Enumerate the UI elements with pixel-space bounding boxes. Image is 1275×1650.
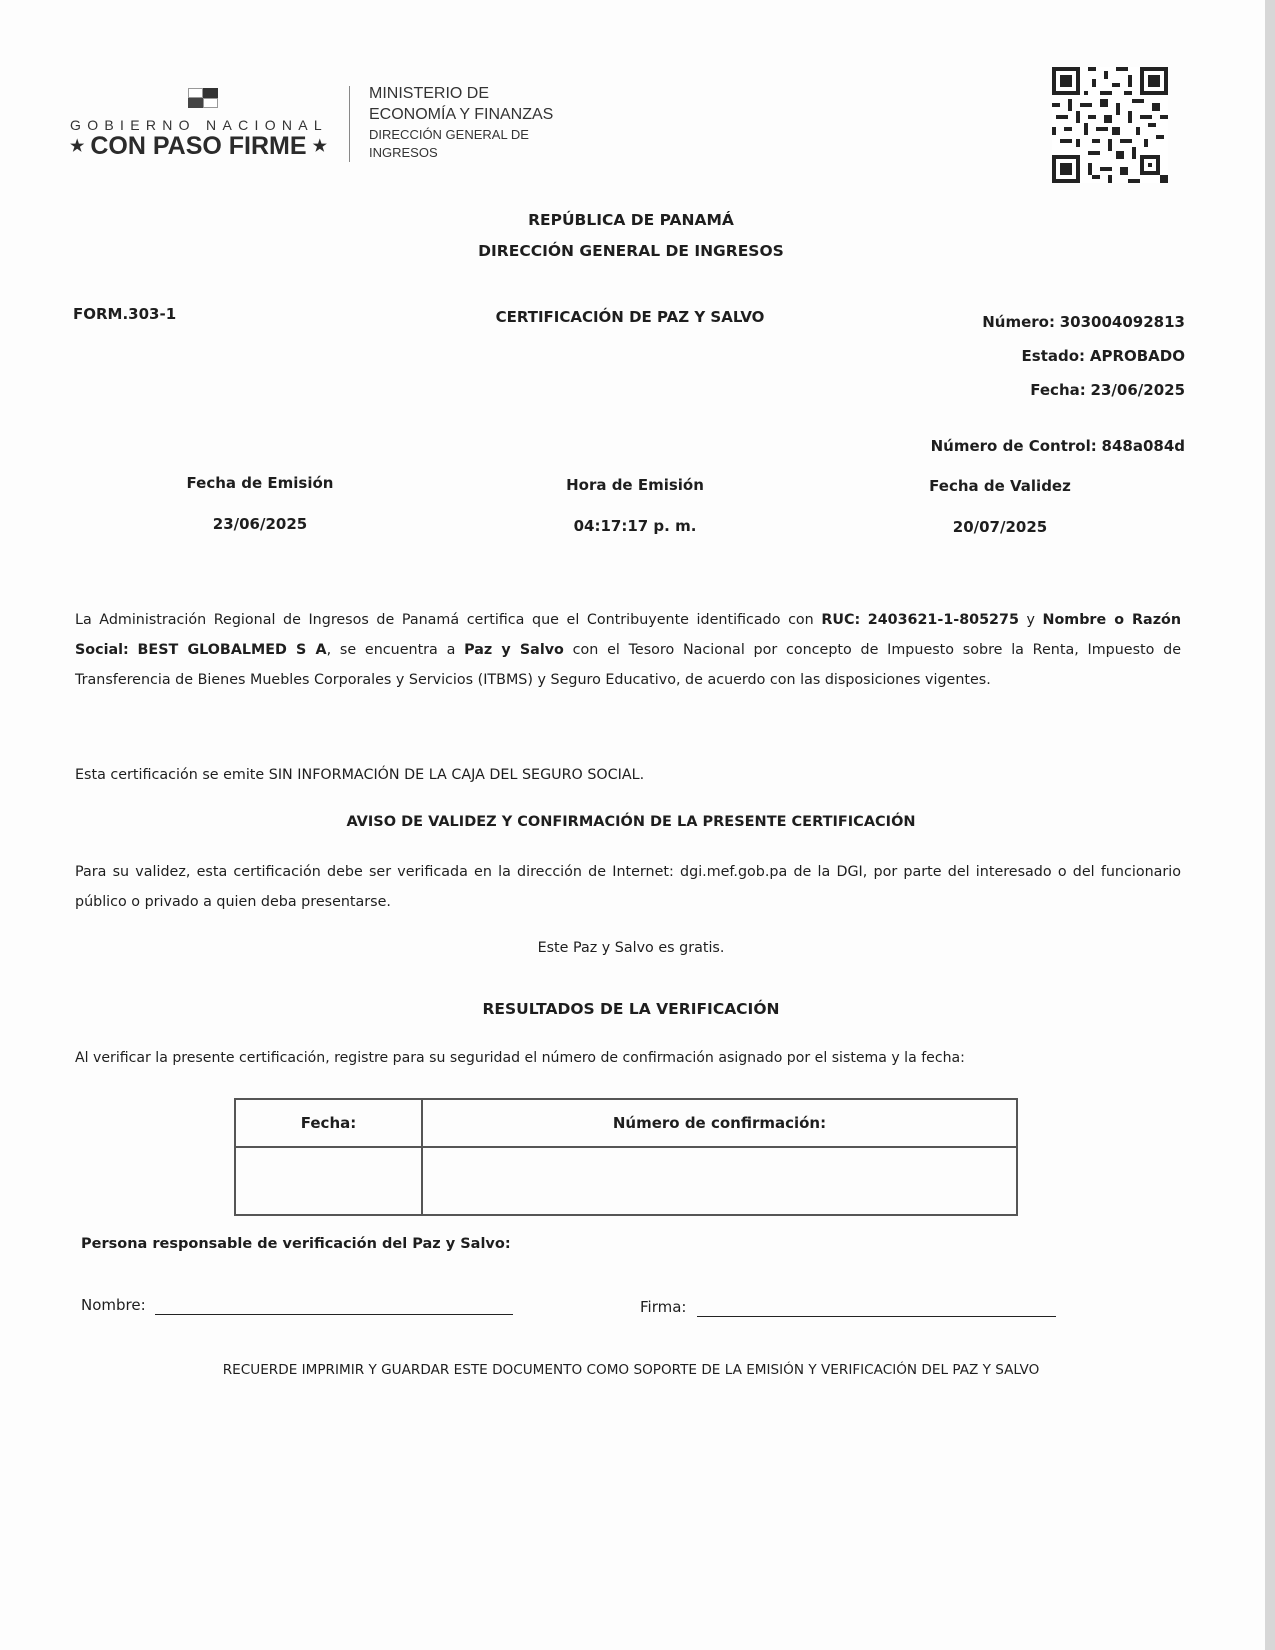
numero-field (982, 313, 1185, 331)
ministry-line-3: DIRECCIÓN GENERAL DE (369, 127, 529, 142)
scan-edge (1265, 0, 1275, 1650)
gov-slogan-text: CON PASO FIRME (90, 132, 307, 160)
ministry-line-4: INGRESOS (369, 145, 438, 160)
nombre-value: BEST GLOBALMED S A (137, 642, 327, 658)
table-cell-fecha[interactable] (235, 1147, 422, 1215)
table-header-numero: Número de confirmación: (422, 1099, 1017, 1147)
nombre-signature-label: Nombre: (81, 1296, 146, 1314)
ministry-division (369, 126, 529, 162)
estado-value: APROBADO (1089, 347, 1185, 365)
control-label: Número de Control: (930, 437, 1097, 455)
estado-field (1022, 347, 1185, 365)
firma-signature-line[interactable] (697, 1316, 1056, 1317)
fecha-label: Fecha: (1030, 381, 1086, 399)
panama-flag-icon (188, 88, 218, 108)
star-icon: ★ (70, 138, 85, 155)
table-header-fecha: Fecha: (235, 1099, 422, 1147)
numero-value: 303004092813 (1059, 313, 1185, 331)
ruc-label: RUC: (821, 612, 861, 628)
star-icon: ★ (312, 138, 327, 155)
responsible-title: Persona responsable de verificación del Paz y Salvo: (81, 1236, 511, 1252)
ministry-line-2: ECONOMÍA Y FINANZAS (369, 106, 554, 123)
resultados-title: RESULTADOS DE LA VERIFICACIÓN (482, 1000, 780, 1018)
hora-emision-label: Hora de Emisión (566, 476, 704, 494)
fecha-emision-label: Fecha de Emisión (186, 474, 334, 492)
footer-reminder: RECUERDE IMPRIMIR Y GUARDAR ESTE DOCUMENTO COMO SOPORTE DE LA EMISIÓN Y VERIFICACIÓN DEL PAZ Y SALVO (222, 1362, 1040, 1378)
control-field (931, 437, 1185, 455)
estado-label: Estado: (1021, 347, 1086, 365)
gov-logo-top: GOBIERNO NACIONAL (70, 117, 329, 133)
aviso-title: AVISO DE VALIDEZ Y CONFIRMACIÓN DE LA PRESENTE CERTIFICACIÓN (346, 814, 916, 830)
hora-emision-value: 04:17:17 p. m. (573, 517, 697, 535)
gov-logo-slogan (70, 132, 340, 161)
free-notice: Este Paz y Salvo es gratis. (537, 940, 725, 956)
control-value: 848a084d (1101, 437, 1185, 455)
validity-paragraph: Para su validez, esta certificación debe ser verificada en la dirección de Internet: dgi.mef.gob.pa de la DGI, por parte del interesado o del funcionario público o privado a quien deba presentarse. (75, 864, 1181, 910)
form-code: FORM.303-1 (73, 305, 177, 323)
numero-label: Número: (982, 313, 1055, 331)
republic-title: REPÚBLICA DE PANAMÁ (528, 211, 734, 229)
fecha-field (1030, 381, 1185, 399)
ministry-name (369, 83, 553, 125)
qr-code-icon (1052, 67, 1168, 183)
verification-table (234, 1098, 1018, 1216)
firma-signature-label: Firma: (640, 1298, 687, 1316)
nombre-label: Nombre o Razón Social: (75, 612, 1182, 658)
fecha-validez-value: 20/07/2025 (952, 518, 1048, 536)
table-cell-numero[interactable] (422, 1147, 1017, 1215)
ministry-line-1: MINISTERIO DE (369, 85, 490, 102)
logo-divider (349, 86, 350, 162)
dgi-title: DIRECCIÓN GENERAL DE INGRESOS (478, 242, 784, 260)
document-title: CERTIFICACIÓN DE PAZ Y SALVO (495, 308, 765, 326)
fecha-value: 23/06/2025 (1090, 381, 1185, 399)
ccss-notice: Esta certificación se emite SIN INFORMACIÓN DE LA CAJA DEL SEGURO SOCIAL. (75, 767, 645, 783)
fecha-validez-label: Fecha de Validez (929, 477, 1071, 495)
nombre-signature-line[interactable] (155, 1314, 513, 1315)
verification-instructions: Al verificar la presente certificación, registre para su seguridad el número de confirmación asignado por el sistema y la fecha: (75, 1050, 965, 1066)
certification-paragraph: La Administración Regional de Ingresos de Panamá certifica que el Contribuyente identificado con RUC: 2403621-1-805275 y Nombre o Razón Social: BEST GLOBALMED S A, se encuentra a Paz y Salvo con el Tesoro Nacional por concepto de Impuesto sobre la Renta, Impuesto de Transferencia de Bienes Muebles Corporales y Servicios (ITBMS) y Seguro Educativo, de acuerdo con las disposiciones vigentes. (75, 612, 1182, 688)
ruc-value: 2403621-1-805275 (867, 612, 1019, 628)
paz-y-salvo-text: Paz y Salvo (464, 642, 564, 658)
fecha-emision-value: 23/06/2025 (212, 515, 308, 533)
